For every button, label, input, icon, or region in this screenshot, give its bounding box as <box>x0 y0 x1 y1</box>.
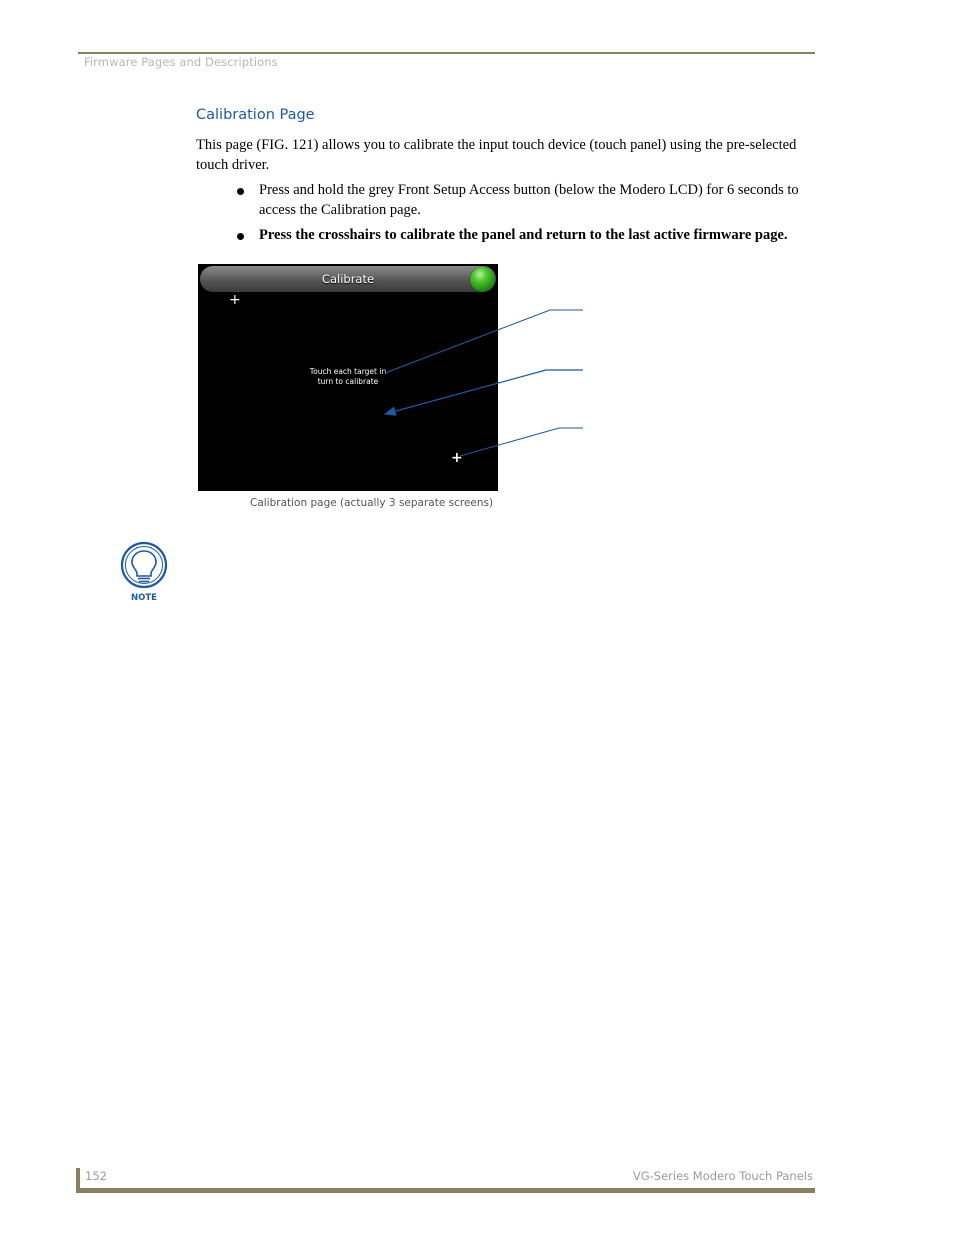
crosshair-icon: + <box>451 450 463 466</box>
page-number: 152 <box>85 1169 107 1183</box>
crosshair-icon: + <box>229 292 241 308</box>
calibration-instruction <box>298 367 398 386</box>
bullet-text: Press and hold the grey Front Setup Access button (below the Modero LCD) for 6 seconds to access the Calibration page. <box>259 182 799 218</box>
header-rule <box>78 52 815 54</box>
intro-paragraph: This page (FIG. 121) allows you to calibrate the input touch device (touch panel) using the pre-selected touch driver. <box>196 137 797 173</box>
bullet-dot-icon <box>237 188 244 195</box>
titlebar-label: Calibrate <box>321 272 375 286</box>
calibration-screen-figure <box>198 264 498 491</box>
instruction-line: Touch each target in <box>309 367 387 376</box>
running-head: Firmware Pages and Descriptions <box>84 55 278 69</box>
footer-rule <box>78 1188 815 1193</box>
instruction-line: turn to calibrate <box>317 376 379 386</box>
bullet-dot-icon <box>237 233 244 240</box>
bullet-text: Press the crosshairs to calibrate the panel and return to the last active firmware page. <box>259 227 788 243</box>
footer-title: VG-Series Modero Touch Panels <box>632 1169 813 1183</box>
calibrate-titlebar <box>200 266 496 292</box>
green-status-button <box>470 267 495 292</box>
note-lightbulb-icon <box>119 541 169 603</box>
section-title: Calibration Page <box>196 107 315 123</box>
note-label: NOTE <box>131 593 157 603</box>
figure-caption: Calibration page (actually 3 separate screens) <box>250 497 494 509</box>
